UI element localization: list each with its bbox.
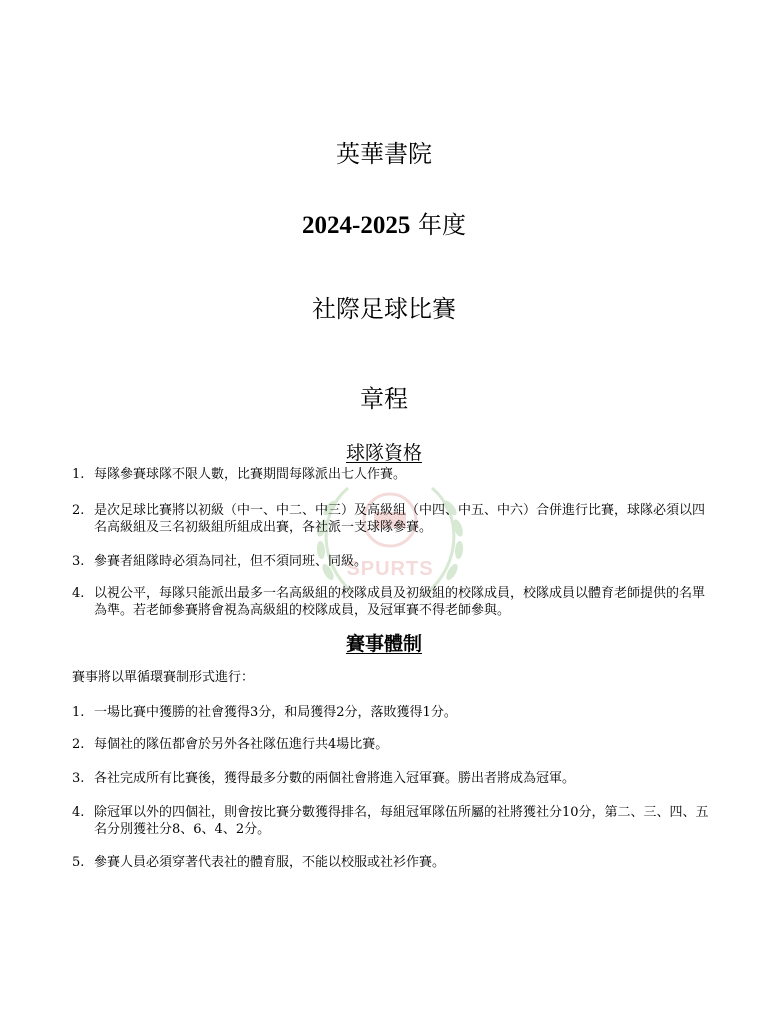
- year-number: 2024-2025: [302, 212, 411, 239]
- item-number: 2.: [72, 503, 85, 518]
- watermark-text: SPURTS: [346, 558, 434, 580]
- item-number: 3.: [72, 771, 85, 786]
- item-number: 5.: [72, 855, 85, 870]
- school-name: 英華書院: [336, 140, 432, 168]
- year-suffix: 年度: [410, 211, 466, 239]
- item-text: 是次足球比賽將以初級（中一、中二、中三）及高級組（中四、中五、中六）合併進行比賽，球隊必須以四名高級組及三名初級組所組成出賽，各社派一支球隊參賽。: [94, 503, 706, 535]
- item-number: 3.: [72, 554, 85, 569]
- item-text: 各社完成所有比賽後，獲得最多分數的兩個社會將進入冠軍賽。勝出者將成為冠軍。: [94, 771, 576, 786]
- rules-title: 章程: [360, 385, 408, 413]
- item-number: 1.: [72, 705, 85, 720]
- section-heading-eligibility: 球隊資格: [345, 442, 422, 464]
- list-item: [72, 502, 712, 536]
- item-text: 以視公平，每隊只能派出最多一名高級組的校隊成員及初級組的校隊成員，校隊成員以體育老師提供的名單為準。若老師參賽將會視為高級組的校隊成員，及冠軍賽不得老師參與。: [94, 586, 706, 618]
- item-number: 2.: [72, 737, 85, 752]
- item-text: 除冠軍以外的四個社，則會按比賽分數獲得排名，每組冠軍隊伍所屬的社將獲社分10分，第二、三、四、五名分別獲社分8、6、4、2分。: [94, 805, 709, 837]
- section-heading-format: 賽事體制: [345, 633, 422, 655]
- list-item: [72, 770, 712, 787]
- item-text: 參賽人員必須穿著代表社的體育服，不能以校服或社衫作賽。: [94, 855, 446, 870]
- format-intro: 賽事將以單循環賽制形式進行：: [72, 670, 255, 685]
- item-text: 每隊參賽球隊不限人數，比賽期間每隊派出七人作賽。: [94, 467, 407, 482]
- item-number: 1.: [72, 467, 85, 482]
- item-number: 4.: [72, 805, 85, 820]
- list-item: [72, 854, 712, 871]
- list-item: [72, 585, 712, 619]
- item-text: 每個社的隊伍都會於另外各社隊伍進行共4場比賽。: [94, 737, 389, 752]
- list-item: [72, 553, 712, 570]
- item-text: 一場比賽中獲勝的社會獲得3分，和局獲得2分，落敗獲得1分。: [94, 705, 457, 720]
- academic-year: [0, 210, 768, 241]
- list-item: [72, 466, 712, 483]
- item-number: 4.: [72, 586, 85, 601]
- list-item: [72, 736, 712, 753]
- item-text: 參賽者組隊時必須為同社，但不須同班、同級。: [94, 554, 368, 569]
- list-item: [72, 704, 712, 721]
- list-item: [72, 804, 712, 838]
- competition-title: 社際足球比賽: [312, 295, 456, 323]
